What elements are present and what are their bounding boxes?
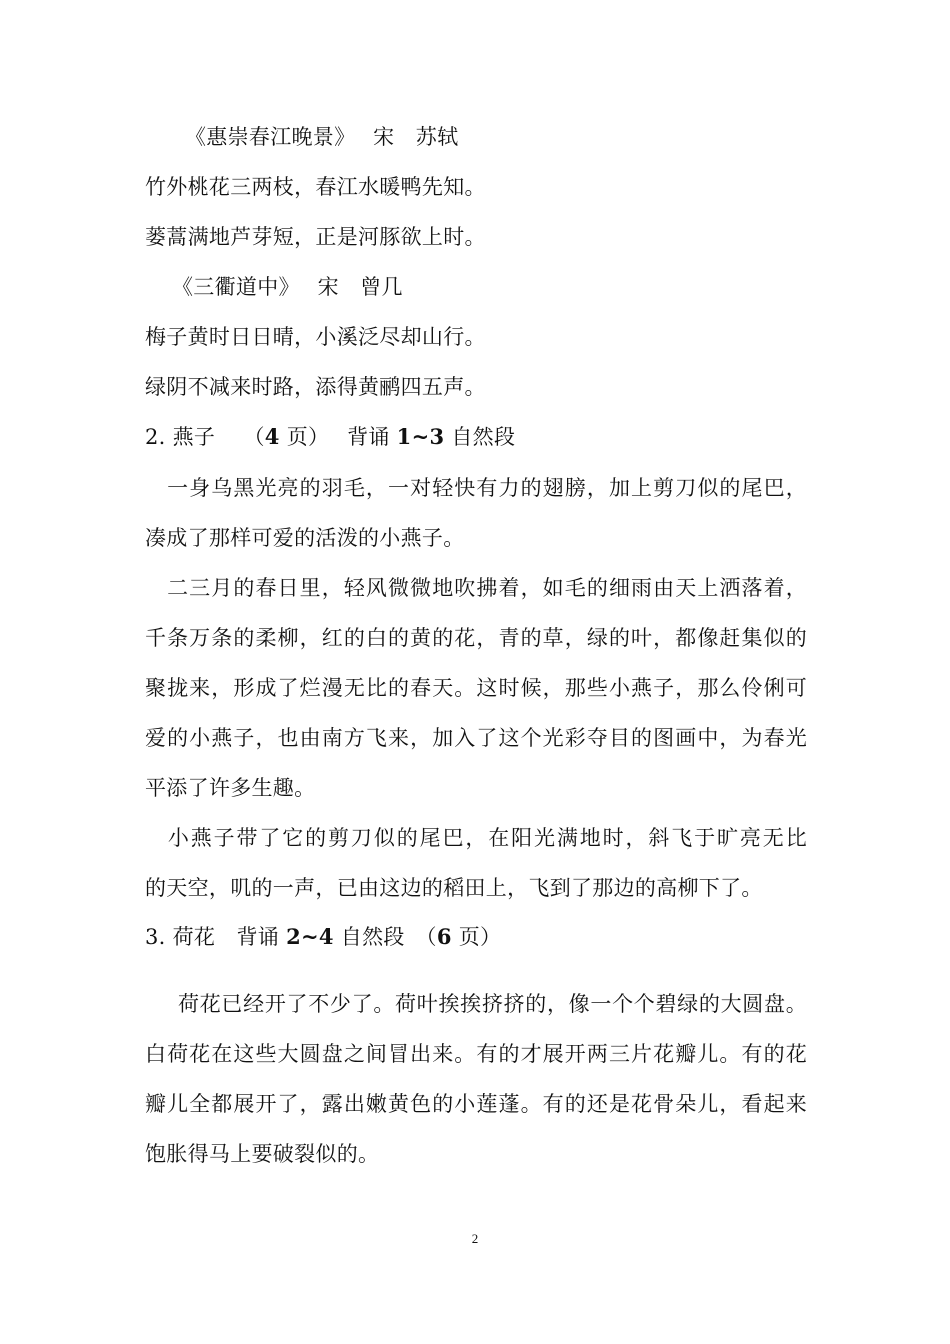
poem1-line-1: 竹外桃花三两枝，春江水暖鸭先知。 (145, 175, 486, 199)
swallow-p2-line-3: 聚拢来，形成了烂漫无比的春天。这时候，那些小燕子，那么伶俐可 (145, 676, 807, 700)
lotus-p1-line-2: 白荷花在这些大圆盘之间冒出来。有的才展开两三片花瓣儿。有的花 (145, 1042, 807, 1066)
swallow-p2-line-2: 千条万条的柔柳，红的白的黄的花，青的草，绿的叶，都像赶集似的 (145, 626, 807, 650)
swallow-p3-line-2: 的天空，叽的一声，已由这边的稻田上，飞到了那边的高柳下了。 (145, 876, 763, 900)
section2-heading (145, 422, 515, 452)
page-number: 2 (471, 1231, 479, 1246)
lotus-p1-line-4: 饱胀得马上要破裂似的。 (145, 1142, 380, 1166)
lotus-p1-line-1: 荷花已经开了不少了。荷叶挨挨挤挤的，像一个个碧绿的大圆盘。 (178, 992, 807, 1016)
section3-range: 2~4 (286, 924, 334, 949)
section2-range: 1~3 (396, 424, 445, 449)
section3-prefix: 3. 荷花 背诵 (145, 925, 287, 949)
lotus-p1-line-3: 瓣儿全都展开了，露出嫩黄色的小莲蓬。有的还是花骨朵儿，看起来 (145, 1092, 807, 1116)
section2-page-suffix: 页） 背诵 (279, 425, 397, 449)
section3-page-num: 6 (436, 924, 452, 949)
swallow-p2-line-5: 平添了许多生趣。 (145, 776, 316, 800)
poem2-title: 《三衢道中》 宋 曾几 (172, 275, 403, 299)
poem2-line-1: 梅子黄时日日晴，小溪泛尽却山行。 (145, 325, 486, 349)
poem2-line-2: 绿阴不减来时路，添得黄鹂四五声。 (145, 375, 486, 399)
swallow-p1-line-1: 一身乌黑光亮的羽毛，一对轻快有力的翅膀，加上剪刀似的尾巴， (145, 476, 807, 500)
swallow-p2-line-4: 爱的小燕子，也由南方飞来，加入了这个光彩夺目的图画中，为春光 (145, 726, 807, 750)
section2-prefix: 2. 燕子 （ (145, 425, 265, 449)
section3-range-suffix: 自然段 （ (333, 925, 437, 949)
poem1-title: 《惠崇春江晚景》 宋 苏轼 (185, 125, 459, 149)
poem1-line-2: 蒌蒿满地芦芽短，正是河豚欲上时。 (145, 225, 486, 249)
section2-page-num: 4 (264, 424, 280, 449)
swallow-p2-line-1: 二三月的春日里，轻风微微地吹拂着，如毛的细雨由天上洒落着， (145, 576, 807, 600)
section2-range-suffix: 自然段 (444, 425, 516, 449)
section3-page-suffix: 页） (451, 925, 502, 949)
swallow-p3-line-1: 小燕子带了它的剪刀似的尾巴，在阳光满地时，斜飞于旷亮无比 (145, 826, 807, 850)
section3-heading (145, 922, 501, 952)
swallow-p1-line-2: 凑成了那样可爱的活泼的小燕子。 (145, 526, 465, 550)
